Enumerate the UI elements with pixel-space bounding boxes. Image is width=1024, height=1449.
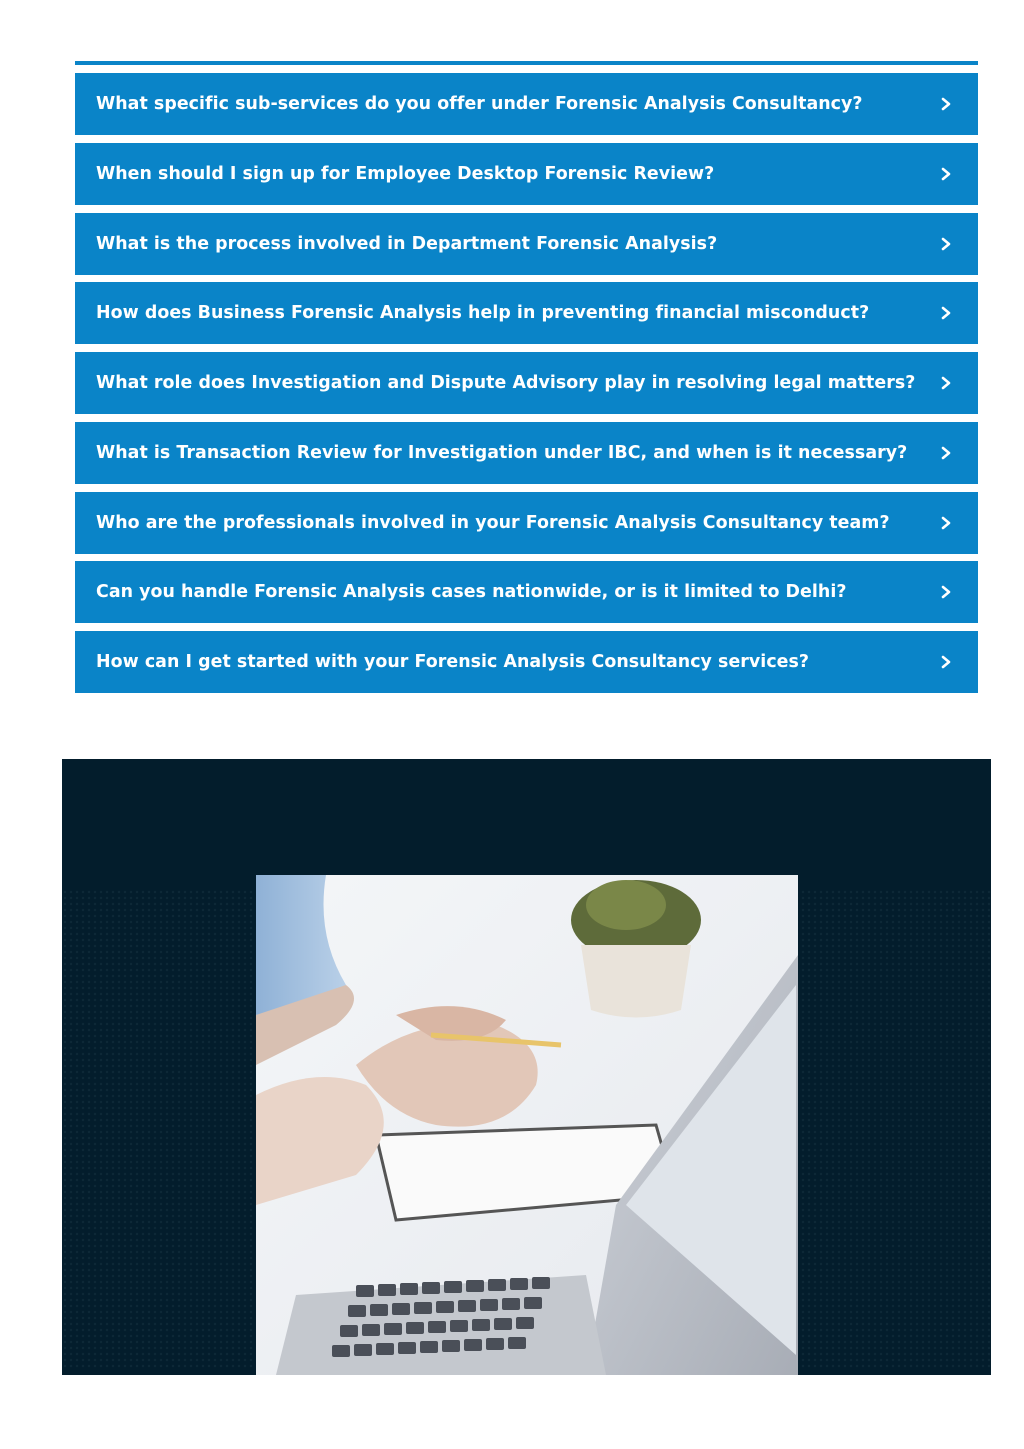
faq-item-4[interactable] (75, 282, 978, 344)
faq-question: How does Business Forensic Analysis help in preventing financial misconduct? (96, 303, 870, 324)
faq-item-8[interactable] (75, 561, 978, 623)
chevron-right-icon[interactable] (939, 95, 953, 113)
faq-accordion (75, 73, 978, 701)
faq-question: What is the process involved in Department Forensic Analysis? (96, 233, 718, 254)
faq-item-2[interactable] (75, 143, 978, 205)
faq-item-1[interactable] (75, 73, 978, 135)
faq-question: Can you handle Forensic Analysis cases nationwide, or is it limited to Delhi? (96, 582, 847, 603)
laptop-notebook-photo (256, 875, 798, 1375)
faq-item-9[interactable] (75, 631, 978, 693)
chevron-right-icon[interactable] (939, 653, 953, 671)
chevron-right-icon[interactable] (939, 583, 953, 601)
faq-question: Who are the professionals involved in your Forensic Analysis Consultancy team? (96, 512, 890, 533)
faq-top-rule (75, 61, 978, 65)
chevron-right-icon[interactable] (939, 444, 953, 462)
faq-question: What role does Investigation and Dispute Advisory play in resolving legal matters? (96, 373, 916, 393)
faq-question: What is Transaction Review for Investigation under IBC, and when is it necessary? (96, 442, 908, 463)
faq-item-6[interactable] (75, 422, 978, 484)
faq-question: How can I get started with your Forensic Analysis Consultancy services? (96, 652, 810, 672)
chevron-right-icon[interactable] (939, 235, 953, 253)
faq-question: What specific sub-services do you offer under Forensic Analysis Consultancy? (96, 94, 863, 114)
chevron-right-icon[interactable] (939, 514, 953, 532)
chevron-right-icon[interactable] (939, 304, 953, 322)
dark-feature-section (62, 759, 991, 1375)
faq-item-3[interactable] (75, 213, 978, 275)
faq-item-5[interactable] (75, 352, 978, 414)
chevron-right-icon[interactable] (939, 165, 953, 183)
faq-item-7[interactable] (75, 492, 978, 554)
faq-question: When should I sign up for Employee Desktop Forensic Review? (96, 163, 715, 184)
chevron-right-icon[interactable] (939, 374, 953, 392)
